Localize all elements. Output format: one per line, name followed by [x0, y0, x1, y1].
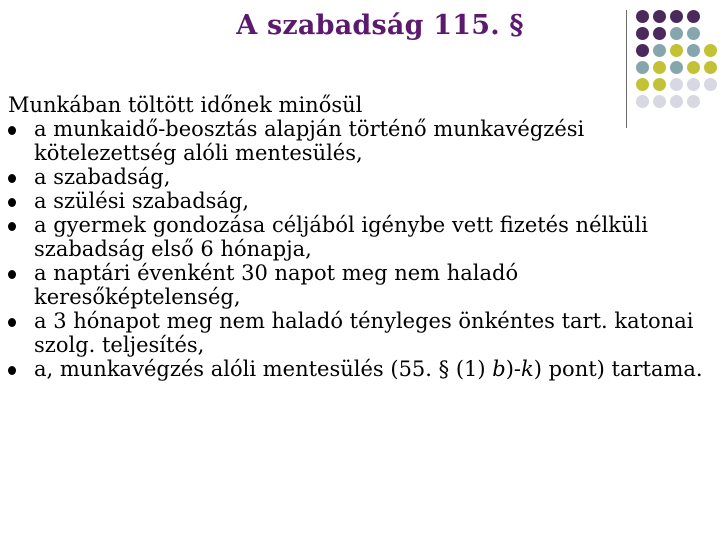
- bullet-text: a szabadság,: [34, 165, 171, 189]
- decorative-dot: [704, 44, 717, 57]
- intro-text: Munkában töltött időnek minősül: [8, 93, 363, 117]
- decorative-dot: [636, 27, 649, 40]
- decorative-dot: [636, 44, 649, 57]
- bullet-text: a gyermek gondozása céljából igénybe vett fizetés nélküli szabadság első 6 hónapja,: [34, 213, 648, 261]
- bullet-text-mid: )-: [505, 357, 521, 381]
- bullet-item: [8, 117, 713, 165]
- bullet-item: [8, 165, 713, 189]
- decorative-dot: [687, 61, 700, 74]
- decorative-dot: [670, 78, 683, 91]
- decorative-dot: [653, 44, 666, 57]
- bullet-text: a naptári évenként 30 napot meg nem haladó keresőképtelenség,: [34, 261, 519, 309]
- decorative-dot: [704, 78, 717, 91]
- decorative-dot: [653, 27, 666, 40]
- bullet-icon: [8, 366, 16, 375]
- bullet-icon: [8, 198, 16, 207]
- bullet-icon: [8, 222, 16, 231]
- decorative-dot: [670, 44, 683, 57]
- decorative-dot: [687, 44, 700, 57]
- bullet-list: [8, 117, 713, 381]
- slide-body: [8, 93, 713, 381]
- decorative-dot: [687, 10, 700, 23]
- bullet-item: [8, 309, 713, 357]
- bullet-item: [8, 357, 713, 381]
- decorative-dot: [636, 78, 649, 91]
- decorative-dot: [670, 61, 683, 74]
- decorative-dot: [653, 10, 666, 23]
- bullet-item: [8, 261, 713, 309]
- decorative-dot: [653, 61, 666, 74]
- decorative-dot: [670, 10, 683, 23]
- slide-title: A szabadság 115. §: [236, 10, 524, 41]
- bullet-text-suffix: ) pont) tartama.: [533, 357, 703, 381]
- bullet-icon: [8, 318, 16, 327]
- bullet-text: a munkaidő-beosztás alapján történő munkavégzési kötelezettség alóli mentesülés,: [34, 117, 585, 165]
- bullet-text-prefix: a, munkavégzés alóli mentesülés (55. § (1): [34, 357, 493, 381]
- bullet-text: a szülési szabadság,: [34, 189, 250, 213]
- decorative-dot: [687, 78, 700, 91]
- decorative-dot: [636, 10, 649, 23]
- decorative-dot: [670, 27, 683, 40]
- decorative-dot: [704, 61, 717, 74]
- bullet-text: a 3 hónapot meg nem haladó tényleges önkéntes tart. katonai szolg. teljesítés,: [34, 309, 694, 357]
- bullet-icon: [8, 270, 16, 279]
- decorative-dot: [687, 27, 700, 40]
- decorative-dot: [653, 78, 666, 91]
- bullet-text-italic-b: b: [492, 357, 506, 381]
- bullet-icon: [8, 174, 16, 183]
- bullet-icon: [8, 126, 16, 135]
- bullet-item: [8, 189, 713, 213]
- bullet-text-italic-k: k: [521, 357, 534, 381]
- decorative-dot: [636, 61, 649, 74]
- bullet-item: [8, 213, 713, 261]
